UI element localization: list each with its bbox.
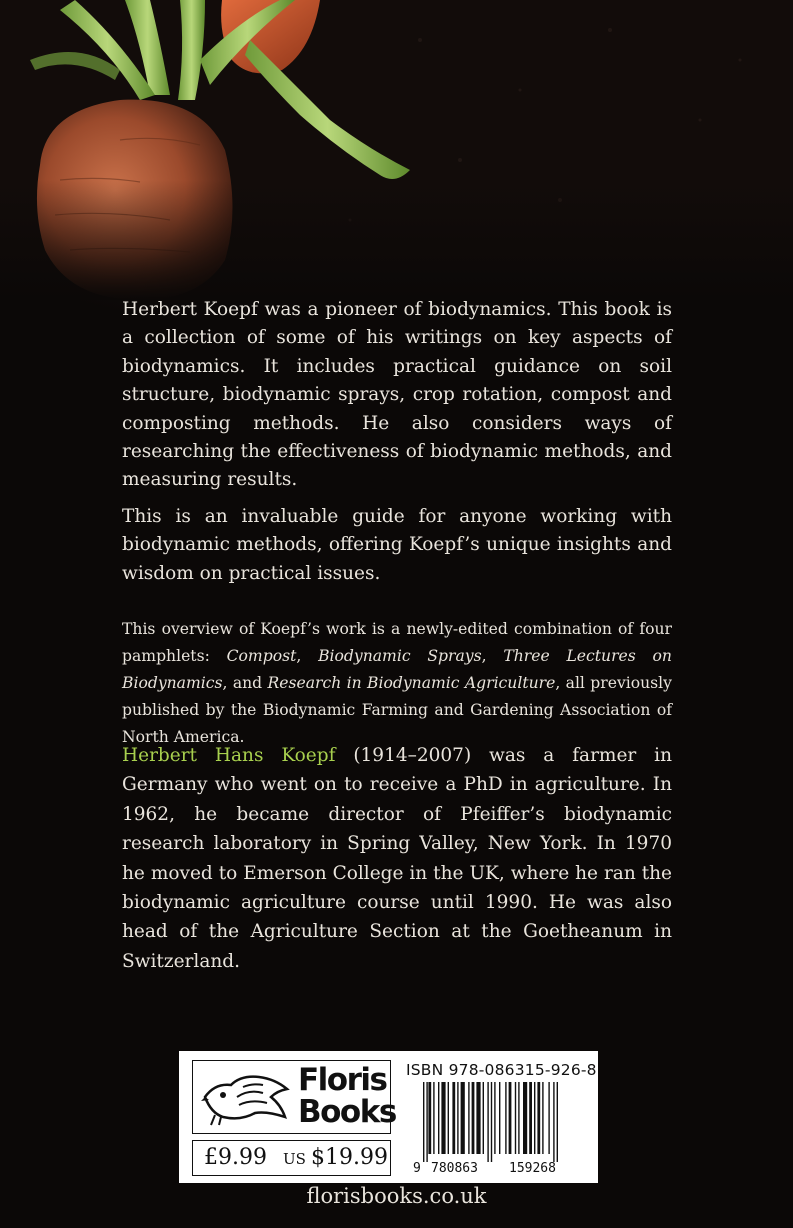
barcode-bar	[448, 1082, 449, 1154]
barcode-bar	[428, 1082, 431, 1154]
author-name: Herbert Hans Koepf	[122, 745, 336, 766]
barcode-bar	[534, 1082, 535, 1154]
publisher-logo	[192, 1060, 396, 1134]
publisher-website: florisbooks.co.uk	[306, 1184, 487, 1208]
barcode-bar	[433, 1082, 434, 1154]
price-gbp: £9.99	[204, 1145, 267, 1170]
barcode-digit-first: 9	[413, 1161, 421, 1174]
logo-word-books: Books	[298, 1094, 396, 1130]
logo-word-floris: Floris	[298, 1062, 387, 1098]
barcode-bar	[515, 1082, 516, 1154]
price-box	[192, 1140, 391, 1176]
barcode-bar	[461, 1082, 465, 1154]
pamphlets-separator: , and	[222, 674, 268, 692]
pamphlets-paragraph	[122, 616, 672, 751]
barcode-bar	[557, 1082, 558, 1162]
description-paragraph-2: This is an invaluable guide for anyone working with biodynamic methods, offering Koepf’s unique insights and wisdom on practical issues.	[122, 506, 672, 584]
barcode-bar	[457, 1082, 458, 1154]
pamphlet-title-research: Research in Biodynamic Agriculture	[267, 674, 556, 692]
price-us-label: US	[283, 1150, 306, 1168]
barcode-bar	[438, 1082, 439, 1154]
barcode-bar	[423, 1082, 424, 1162]
barcode-price-box	[179, 1051, 598, 1183]
barcode-bar	[476, 1082, 480, 1154]
pamphlet-title-compost: Compost	[226, 647, 297, 665]
barcode-bar	[491, 1082, 492, 1162]
barcode-bar	[518, 1082, 519, 1154]
price-usd: $19.99	[311, 1145, 388, 1170]
pamphlet-title-lectures: Three Lectures on Biodynamics	[122, 647, 672, 692]
barcode-digits-group1: 780863	[431, 1161, 478, 1174]
barcode-bar	[472, 1082, 475, 1154]
pamphlet-title-sprays: Biodynamic Sprays	[318, 647, 482, 665]
barcode-bar	[529, 1082, 532, 1154]
barcode-bar	[452, 1082, 455, 1154]
barcode-bar	[548, 1082, 549, 1154]
barcode-bar	[505, 1082, 506, 1154]
pamphlets-separator: ,	[296, 647, 319, 665]
barcode-bar	[468, 1082, 469, 1154]
barcode-bar	[537, 1082, 540, 1154]
pamphlets-outro: , all previously published by the Biodynamic Farming and Gardening Association of North America.	[122, 674, 672, 746]
barcode-bar	[553, 1082, 554, 1162]
barcode-bar	[542, 1082, 543, 1154]
barcode-bar	[487, 1082, 488, 1162]
barcode-bar	[483, 1082, 484, 1154]
floris-bird-logo	[201, 1067, 293, 1127]
isbn-label: ISBN 978-086315-926-8	[406, 1061, 597, 1079]
barcode-bar	[426, 1082, 427, 1162]
barcode-digits-group2: 159268	[509, 1161, 556, 1174]
barcode	[413, 1082, 589, 1174]
barcode-bar	[494, 1082, 495, 1154]
pamphlets-intro: This overview of Koepf’s work is a newly-edited combination of four pamphlets:	[122, 620, 672, 665]
pamphlets-separator: ,	[481, 647, 504, 665]
description-paragraph-1: Herbert Koepf was a pioneer of biodynamics. This book is a collection of some of his writings on key aspects of biodynamics. It includes practical guidance on soil structure, biodynamic sprays, crop rotation, compost and composting methods. He also considers ways of researching the effectiveness of biodynamic methods, and measuring results.	[122, 299, 672, 491]
carrot-photo	[0, 0, 793, 300]
author-bio-paragraph	[122, 741, 672, 976]
author-bio: (1914–2007) was a farmer in Germany who went on to receive a PhD in agriculture. In 1962, he became director of Pfeiffer’s biodynamic research laboratory in Spring Valley, New York. In 1970 he moved to Emerson College in the UK, where he ran the biodynamic agriculture course until 1990. He was also head of the Agriculture Section at the Goetheanum in Switzerland.	[122, 745, 672, 972]
barcode-bar	[523, 1082, 527, 1154]
barcode-bar	[509, 1082, 512, 1154]
barcode-bar	[441, 1082, 445, 1154]
barcode-bar	[499, 1082, 500, 1154]
